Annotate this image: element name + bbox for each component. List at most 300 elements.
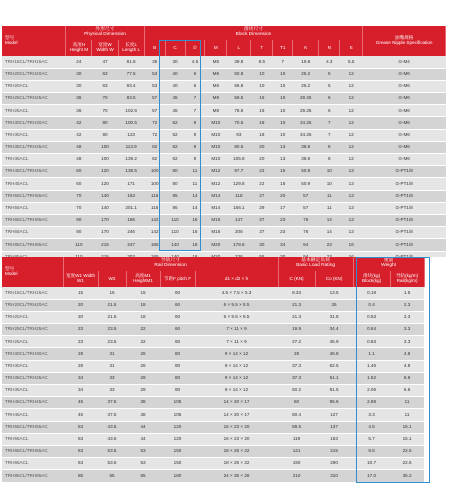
value-cell: 80 bbox=[160, 348, 195, 360]
model-cell: TRH25CL/TRH25AC bbox=[2, 93, 66, 105]
table-row bbox=[2, 348, 449, 360]
value-cell: 102.6 bbox=[118, 105, 144, 117]
value-cell: 100 bbox=[144, 178, 165, 190]
block-weight-header: 滑块(kg) Block(kg) bbox=[353, 271, 390, 287]
value-cell: 30 bbox=[251, 239, 273, 251]
value-cell: 100 bbox=[92, 141, 118, 153]
value-cell: 23 bbox=[319, 239, 340, 251]
value-cell: 5.7 bbox=[353, 433, 390, 445]
value-cell: 45 bbox=[63, 397, 98, 409]
value-cell: 40 bbox=[165, 68, 185, 80]
value-cell: 45 bbox=[165, 105, 185, 117]
value-cell: 76 bbox=[293, 227, 319, 239]
value-cell: 14 bbox=[319, 227, 340, 239]
value-cell: 1.46 bbox=[353, 360, 390, 372]
value-cell: 15.1 bbox=[390, 421, 424, 433]
spacer-cell bbox=[424, 421, 449, 433]
value-cell: 13 bbox=[273, 154, 293, 166]
value-cell: 34 bbox=[273, 239, 293, 251]
value-cell: 12 bbox=[340, 80, 363, 92]
value-cell: 4.5 bbox=[353, 421, 390, 433]
value-cell: 13 bbox=[340, 166, 363, 178]
value-cell: 140 bbox=[92, 190, 118, 202]
value-cell: 140 bbox=[92, 202, 118, 214]
col-b-header: B bbox=[144, 40, 165, 56]
value-cell: 27.2 bbox=[278, 336, 315, 348]
spacer-cell bbox=[424, 458, 449, 470]
value-cell: 21.3 bbox=[278, 299, 315, 311]
value-cell: 63 bbox=[63, 458, 98, 470]
table-row bbox=[2, 336, 449, 348]
table-row bbox=[2, 227, 446, 239]
value-cell: 1.1 bbox=[353, 348, 390, 360]
value-cell: 94 bbox=[293, 239, 319, 251]
value-cell: G-M6 bbox=[363, 141, 446, 153]
value-cell: 93.4 bbox=[118, 80, 144, 92]
value-cell: 23 bbox=[63, 324, 98, 336]
value-cell: 13 bbox=[340, 214, 363, 226]
value-cell: 180 bbox=[160, 470, 195, 482]
value-cell: 10 bbox=[273, 129, 293, 141]
value-cell: 11 bbox=[390, 409, 424, 421]
table-row bbox=[2, 202, 446, 214]
model-cell: TRH15CL/TRH15AC bbox=[2, 56, 66, 68]
table-row bbox=[2, 154, 446, 166]
value-cell: M16 bbox=[205, 227, 227, 239]
value-cell: 15.1 bbox=[390, 433, 424, 445]
spacer-cell bbox=[424, 299, 449, 311]
model-cell: TRH20CL/TRH20AC bbox=[2, 299, 63, 311]
value-cell: G-PT1/8 bbox=[363, 239, 446, 251]
value-cell: 110 bbox=[66, 239, 92, 251]
value-cell: 23 bbox=[273, 214, 293, 226]
spacer-cell bbox=[424, 360, 449, 372]
value-cell: 8 bbox=[319, 141, 340, 153]
value-cell: 45 bbox=[165, 93, 185, 105]
value-cell: 80 bbox=[160, 372, 195, 384]
value-cell: M12 bbox=[205, 178, 227, 190]
value-cell: 7 bbox=[185, 105, 205, 117]
value-cell: 26 bbox=[126, 360, 160, 372]
value-cell: 60 bbox=[160, 311, 195, 323]
table-row bbox=[2, 324, 449, 336]
value-cell: 45.9 bbox=[315, 336, 353, 348]
value-cell: 119 bbox=[278, 433, 315, 445]
value-cell: 45 bbox=[63, 409, 98, 421]
value-cell: 53 bbox=[144, 80, 165, 92]
value-cell: 70 bbox=[92, 105, 118, 117]
value-cell: 9 × 14 × 12 bbox=[195, 348, 278, 360]
value-cell: M5 bbox=[205, 56, 227, 68]
value-cell: 43.5 bbox=[98, 421, 126, 433]
value-cell: 34 bbox=[63, 372, 98, 384]
spacer-cell bbox=[424, 409, 449, 421]
value-cell: 27 bbox=[251, 190, 273, 202]
value-cell: 10 bbox=[273, 105, 293, 117]
value-cell: 22 bbox=[251, 166, 273, 178]
value-cell: 57 bbox=[293, 190, 319, 202]
model-cell: TRH55ACL bbox=[2, 433, 63, 445]
col-n-header: N bbox=[319, 40, 340, 56]
model-cell: TRH15CL/TRH15AC bbox=[2, 287, 63, 299]
value-cell: 4.8 bbox=[390, 348, 424, 360]
value-cell: G-M6 bbox=[363, 117, 446, 129]
value-cell: 80 bbox=[160, 385, 195, 397]
value-cell: 66.8 bbox=[227, 80, 251, 92]
value-cell: 9 bbox=[185, 154, 205, 166]
value-cell: 22 bbox=[126, 336, 160, 348]
table-row bbox=[2, 397, 449, 409]
value-cell: 100 bbox=[144, 166, 165, 178]
value-cell: 120 bbox=[160, 433, 195, 445]
value-cell: 60 bbox=[160, 287, 195, 299]
value-cell: 29.25 bbox=[293, 105, 319, 117]
value-cell: 53 bbox=[63, 433, 98, 445]
model-cell: TRH55ACL bbox=[2, 202, 66, 214]
value-cell: 4.3 bbox=[319, 56, 340, 68]
value-cell: 215 bbox=[92, 239, 118, 251]
value-cell: 9 × 14 × 12 bbox=[195, 372, 278, 384]
value-cell: 47 bbox=[92, 56, 118, 68]
model-cell: TRH65CL/TRH65AC bbox=[2, 214, 66, 226]
value-cell: 31 bbox=[98, 348, 126, 360]
value-cell: 61.1 bbox=[315, 372, 353, 384]
value-cell: 9 bbox=[185, 129, 205, 141]
value-cell: 10 bbox=[251, 68, 273, 80]
value-cell: 34 bbox=[63, 385, 98, 397]
value-cell: 10 bbox=[319, 178, 340, 190]
value-cell: 118 bbox=[227, 190, 251, 202]
table-row bbox=[2, 190, 446, 202]
value-cell: 36 bbox=[66, 105, 92, 117]
table-row bbox=[2, 409, 449, 421]
value-cell: 78.6 bbox=[227, 105, 251, 117]
value-cell: 33 bbox=[98, 372, 126, 384]
value-cell: 13 bbox=[340, 202, 363, 214]
table-row bbox=[2, 105, 446, 117]
value-cell: 37.5 bbox=[98, 409, 126, 421]
value-cell: 7 × 11 × 9 bbox=[195, 324, 278, 336]
model-cell: TRH85CL/TRH85AC bbox=[2, 239, 66, 251]
model-header-2: 型号 Model bbox=[2, 257, 63, 287]
value-cell: 123 bbox=[118, 129, 144, 141]
value-cell: 116 bbox=[144, 202, 165, 214]
table-row bbox=[2, 470, 449, 482]
value-cell: 16 × 23 × 20 bbox=[195, 433, 278, 445]
value-cell: 38.8 bbox=[293, 141, 319, 153]
value-cell: 10 bbox=[273, 117, 293, 129]
value-cell: 50.2 bbox=[278, 385, 315, 397]
value-cell: 63 bbox=[92, 80, 118, 92]
value-cell: 50.9 bbox=[293, 166, 319, 178]
pitch-header: 节距F pitch F bbox=[160, 271, 195, 287]
value-cell: 38 bbox=[126, 409, 160, 421]
value-cell: 18 bbox=[126, 299, 160, 311]
model-cell: TRH30ACL bbox=[2, 360, 63, 372]
value-cell: 116 bbox=[144, 190, 165, 202]
value-cell: 60 bbox=[66, 166, 92, 178]
value-cell: 11 bbox=[185, 178, 205, 190]
value-cell: 7 bbox=[273, 56, 293, 68]
value-cell: 9 × 14 × 12 bbox=[195, 360, 278, 372]
value-cell: 5 bbox=[319, 80, 340, 92]
value-cell: 37.5 bbox=[98, 397, 126, 409]
value-cell: 178.6 bbox=[227, 239, 251, 251]
value-cell: 14 bbox=[185, 190, 205, 202]
table-row bbox=[2, 56, 446, 68]
value-cell: 18 × 26 × 22 bbox=[195, 445, 278, 457]
value-cell: 29.25 bbox=[293, 93, 319, 105]
model-cell: TRH65ACL bbox=[2, 227, 66, 239]
value-cell: 6 bbox=[185, 80, 205, 92]
value-cell: 16 bbox=[340, 239, 363, 251]
value-cell: 2.3 bbox=[390, 311, 424, 323]
model-cell: TRH30ACL bbox=[2, 129, 66, 141]
value-cell: G-M6 bbox=[363, 68, 446, 80]
spacer-cell bbox=[424, 397, 449, 409]
value-cell: 70 bbox=[66, 190, 92, 202]
value-cell: M20 bbox=[205, 239, 227, 251]
value-cell: 53 bbox=[63, 421, 98, 433]
value-cell: 18 bbox=[185, 239, 205, 251]
value-cell: 88.5 bbox=[278, 421, 315, 433]
value-cell: 3.3 bbox=[390, 336, 424, 348]
value-cell: 8.5 bbox=[353, 445, 390, 457]
value-cell: 39.8 bbox=[227, 56, 251, 68]
value-cell: 6 bbox=[319, 105, 340, 117]
height-header: 高度H Height M bbox=[66, 40, 92, 56]
value-cell: 70 bbox=[92, 93, 118, 105]
rail-weight-header: 导轨(kg/m) Rail(kg/m) bbox=[390, 271, 424, 287]
value-cell: 6 × 9.5 × 8.5 bbox=[195, 299, 278, 311]
value-cell: 30 bbox=[66, 80, 92, 92]
value-cell: 206 bbox=[227, 227, 251, 239]
value-cell: 21.5 bbox=[98, 299, 126, 311]
model-cell: TRH45CL/TRH45AC bbox=[2, 166, 66, 178]
value-cell: 95 bbox=[165, 190, 185, 202]
col-t-header: T bbox=[251, 40, 273, 56]
value-cell: 38 bbox=[126, 397, 160, 409]
model-cell: TRH45CL/TRH45AC bbox=[2, 397, 63, 409]
value-cell: 93 bbox=[227, 129, 251, 141]
model-header: 型号 Model bbox=[2, 26, 66, 56]
value-cell: 70.5 bbox=[227, 117, 251, 129]
w2-header: W2 bbox=[98, 271, 126, 287]
value-cell: 11 bbox=[185, 166, 205, 178]
value-cell: 36 bbox=[66, 93, 92, 105]
value-cell: 183 bbox=[315, 433, 353, 445]
value-cell: 62 bbox=[165, 154, 185, 166]
value-cell: 105 bbox=[160, 397, 195, 409]
spacer-cell bbox=[424, 271, 449, 287]
value-cell: 12 bbox=[340, 141, 363, 153]
value-cell: 95.6 bbox=[315, 397, 353, 409]
value-cell: 21.5 bbox=[98, 311, 126, 323]
value-cell: 38.8 bbox=[293, 154, 319, 166]
value-cell: 12 bbox=[340, 68, 363, 80]
value-cell: 18 bbox=[126, 311, 160, 323]
value-cell: 170 bbox=[92, 227, 118, 239]
table-row bbox=[2, 287, 449, 299]
value-cell: 20 bbox=[251, 154, 273, 166]
value-cell: 90 bbox=[66, 227, 92, 239]
col-t1-header: T1 bbox=[273, 40, 293, 56]
value-cell: 9 bbox=[185, 117, 205, 129]
value-cell: 43.5 bbox=[98, 433, 126, 445]
value-cell: 37.3 bbox=[278, 360, 315, 372]
value-cell: 12 bbox=[340, 129, 363, 141]
value-cell: 12 bbox=[340, 93, 363, 105]
value-cell: 11 bbox=[319, 202, 340, 214]
value-cell: 10 bbox=[273, 80, 293, 92]
value-cell: 26 bbox=[315, 299, 353, 311]
value-cell: 34.25 bbox=[293, 117, 319, 129]
value-cell: 215 bbox=[315, 445, 353, 457]
value-cell: 137 bbox=[315, 421, 353, 433]
table-row bbox=[2, 239, 446, 251]
value-cell: G-M6 bbox=[363, 93, 446, 105]
value-cell: 3.3 bbox=[390, 324, 424, 336]
value-cell: 53.5 bbox=[98, 445, 126, 457]
table-row bbox=[2, 129, 446, 141]
value-cell: 22.5 bbox=[390, 445, 424, 457]
table-row bbox=[2, 80, 446, 92]
value-cell: 8.5 bbox=[251, 56, 273, 68]
value-cell: 28 bbox=[63, 360, 98, 372]
rail-dimension-header: 导轨尺寸 Rail Dimension bbox=[63, 257, 278, 271]
value-cell: 48 bbox=[66, 154, 92, 166]
value-cell: 29 bbox=[251, 202, 273, 214]
col-e-header: E bbox=[340, 40, 363, 56]
value-cell: 30 bbox=[66, 68, 92, 80]
value-cell: 14 bbox=[319, 214, 340, 226]
value-cell: 60 bbox=[278, 397, 315, 409]
value-cell: 25.2 bbox=[293, 68, 319, 80]
value-cell: 83.5 bbox=[118, 93, 144, 105]
spacer-cell bbox=[424, 311, 449, 323]
value-cell: 90 bbox=[66, 214, 92, 226]
value-cell: 40 bbox=[165, 80, 185, 92]
value-cell: 28 bbox=[278, 348, 315, 360]
value-cell: 4.5 bbox=[185, 56, 205, 68]
value-cell: 95 bbox=[165, 202, 185, 214]
value-cell: 29 bbox=[126, 372, 160, 384]
value-cell: G-M6 bbox=[363, 129, 446, 141]
value-cell: 29 bbox=[126, 385, 160, 397]
block-dimension-header: 滑块尺寸 Block Dimension bbox=[144, 26, 363, 40]
value-cell: 16 × 23 × 20 bbox=[195, 421, 278, 433]
spacer-cell bbox=[424, 385, 449, 397]
value-cell: 113.9 bbox=[118, 141, 144, 153]
value-cell: 22 bbox=[126, 324, 160, 336]
model-cell: TRH30CL/TRH30AC bbox=[2, 117, 66, 129]
weight-header: 重量 Weight bbox=[353, 257, 424, 271]
value-cell: 38 bbox=[144, 56, 165, 68]
value-cell: 21.3 bbox=[278, 311, 315, 323]
value-cell: 5.5 bbox=[340, 56, 363, 68]
value-cell: 23 bbox=[63, 336, 98, 348]
length-header: 长度L Length L bbox=[118, 40, 144, 56]
value-cell: 82 bbox=[144, 154, 165, 166]
table-row bbox=[2, 311, 449, 323]
value-cell: 2.06 bbox=[353, 385, 390, 397]
value-cell: 44 bbox=[126, 433, 160, 445]
model-cell: TRH25ACL bbox=[2, 336, 63, 348]
value-cell: 13.5 bbox=[315, 287, 353, 299]
value-cell: 97.7 bbox=[227, 166, 251, 178]
value-cell: 53 bbox=[126, 445, 160, 457]
value-cell: 77.5 bbox=[118, 68, 144, 80]
value-cell: 2.3 bbox=[390, 299, 424, 311]
value-cell: 72 bbox=[144, 117, 165, 129]
value-cell: 120 bbox=[92, 166, 118, 178]
value-cell: M8 bbox=[205, 105, 227, 117]
value-cell: 30 bbox=[165, 56, 185, 68]
block-dimension-table bbox=[2, 26, 446, 264]
value-cell: 138.5 bbox=[118, 166, 144, 178]
value-cell: 186 bbox=[118, 214, 144, 226]
value-cell: 31.8 bbox=[315, 311, 353, 323]
value-cell: 105 bbox=[160, 409, 195, 421]
model-cell: TRH20CL/TRH20AC bbox=[2, 68, 66, 80]
value-cell: 80 bbox=[160, 360, 195, 372]
value-cell: G-PT1/8 bbox=[363, 202, 446, 214]
value-cell: 290 bbox=[315, 458, 353, 470]
value-cell: 110 bbox=[165, 214, 185, 226]
spacer-cell bbox=[424, 433, 449, 445]
value-cell: 61.8 bbox=[118, 56, 144, 68]
model-cell: TRH35CL/TRH35AC bbox=[2, 141, 66, 153]
value-cell: 0.4 bbox=[353, 299, 390, 311]
value-cell: 90 bbox=[92, 129, 118, 141]
model-cell: TRH20ACL bbox=[2, 311, 63, 323]
value-cell: 31 bbox=[98, 360, 126, 372]
dynamic-load-header: C (KN) bbox=[278, 271, 315, 287]
value-cell: 37.3 bbox=[278, 372, 315, 384]
value-cell: 8 bbox=[319, 154, 340, 166]
value-cell: 90 bbox=[92, 117, 118, 129]
w1-header: 宽度W1 Width W1 bbox=[63, 271, 98, 287]
value-cell: 171 bbox=[118, 178, 144, 190]
value-cell: 9 bbox=[185, 141, 205, 153]
value-cell: 12 bbox=[340, 105, 363, 117]
value-cell: 17.0 bbox=[353, 470, 390, 482]
value-cell: 100.5 bbox=[118, 117, 144, 129]
value-cell: G-PT1/8 bbox=[363, 190, 446, 202]
value-cell: 65 bbox=[98, 470, 126, 482]
model-cell: TRH35CL/TRH35AC bbox=[2, 372, 63, 384]
value-cell: 120 bbox=[92, 178, 118, 190]
value-cell: 147 bbox=[227, 214, 251, 226]
col-diameter-header: ∅ bbox=[185, 40, 205, 56]
table-row bbox=[2, 299, 449, 311]
value-cell: 15 bbox=[126, 287, 160, 299]
value-cell: 80 bbox=[165, 166, 185, 178]
value-cell: 7 bbox=[319, 117, 340, 129]
col-m-header: M bbox=[205, 40, 227, 56]
value-cell: 80 bbox=[165, 178, 185, 190]
static-load-header: Co (KN) bbox=[315, 271, 353, 287]
table-row bbox=[2, 372, 449, 384]
value-cell: 65 bbox=[126, 470, 160, 482]
value-cell: 201.1 bbox=[118, 202, 144, 214]
physical-dimension-header: 外形尺寸 Physical Dimension bbox=[66, 26, 144, 40]
value-cell: 76 bbox=[293, 214, 319, 226]
value-cell: 33 bbox=[98, 385, 126, 397]
model-cell: TRH55CL/TRH55AC bbox=[2, 190, 66, 202]
value-cell: 35.2 bbox=[390, 470, 424, 482]
value-cell: 53 bbox=[144, 68, 165, 80]
